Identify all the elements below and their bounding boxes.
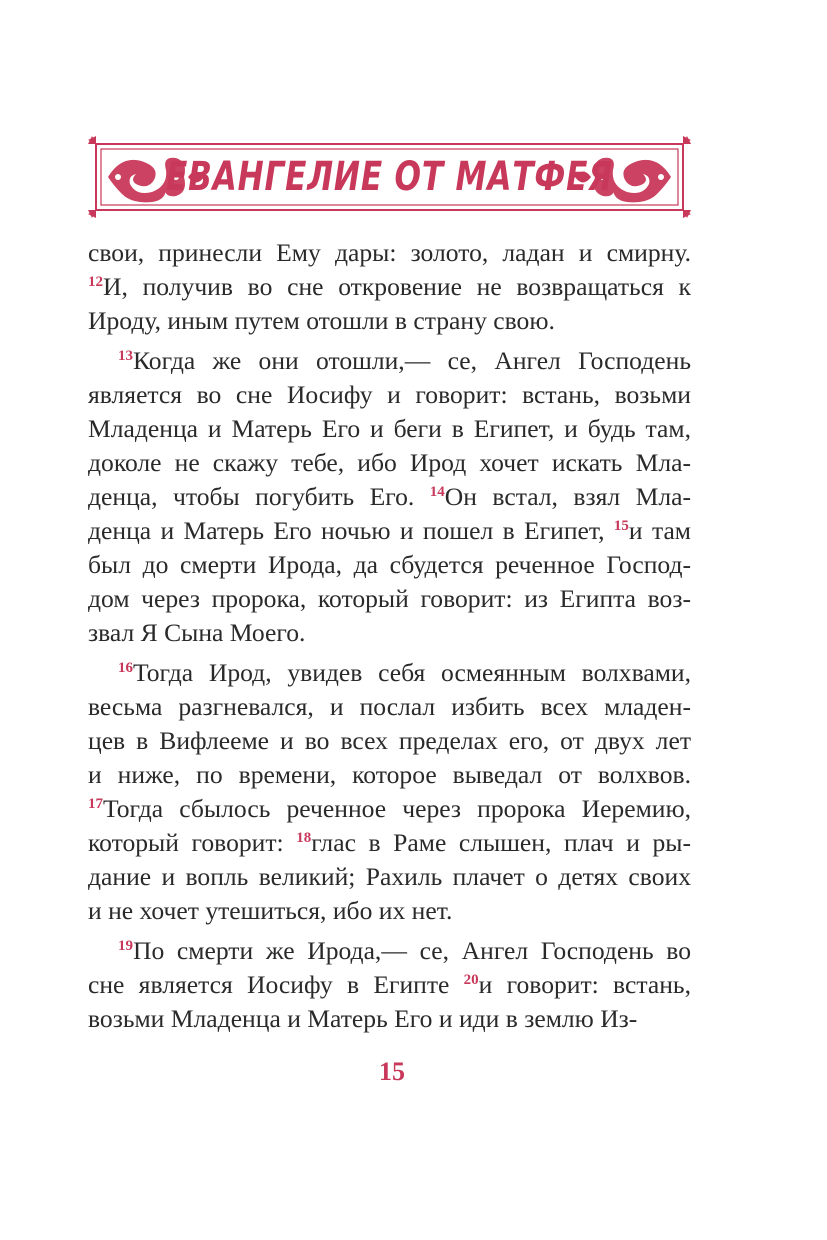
text-line — [88, 826, 691, 860]
text-segment: Он встал, взял Мла- — [444, 482, 692, 511]
text-line — [88, 412, 691, 446]
text-line — [88, 344, 691, 378]
text-line — [88, 758, 691, 792]
text-line — [88, 616, 691, 650]
text-line — [88, 1002, 691, 1036]
text-line — [88, 724, 691, 758]
verse-number: 15 — [613, 518, 629, 534]
text-segment: возьми Младенца и Матерь Его и иди в землю Из- — [88, 1004, 638, 1033]
text-segment: И, получив во сне откровение не возвращаться к — [103, 272, 691, 301]
text-segment: и там — [628, 516, 692, 545]
text-segment: дание и вопль великий; Рахиль плачет о детях своих — [88, 862, 691, 891]
scripture-text — [88, 236, 691, 1042]
verse-number: 18 — [296, 830, 312, 846]
text-line — [88, 446, 691, 480]
paragraph — [88, 344, 691, 650]
text-line — [88, 378, 691, 412]
text-segment: является во сне Иосифу и говорит: встань, возьми — [88, 380, 691, 409]
verse-number: 19 — [118, 938, 133, 954]
verse-number: 14 — [429, 484, 445, 500]
text-segment: Когда же они отошли,— се, Ангел Господень — [133, 346, 691, 375]
text-line — [88, 270, 691, 304]
text-line — [88, 236, 691, 270]
verse-number: 17 — [88, 796, 103, 812]
text-segment: свои, принесли Ему дары: золото, ладан и смирну. — [88, 238, 691, 267]
text-segment: Младенца и Матерь Его и беги в Египет, и будь там, — [88, 414, 691, 443]
text-segment: Тогда Ирод, увидев себя осмеянным волхвами, — [133, 658, 691, 687]
text-segment: доколе не скажу тебе, ибо Ирод хочет искать Мла- — [88, 448, 691, 477]
verse-number: 20 — [463, 972, 479, 988]
text-segment: Тогда сбылось реченное через пророка Иеремию, — [103, 794, 691, 823]
page-number: 15 — [379, 1057, 405, 1086]
text-line — [88, 894, 691, 928]
text-line — [88, 690, 691, 724]
chapter-title: ЕВАНГЕЛИЕ ОТ МАТФЕЯ — [166, 154, 613, 200]
text-segment: сне является Иосифу в Египте — [88, 970, 464, 999]
text-line — [88, 548, 691, 582]
text-line — [88, 968, 691, 1002]
paragraph — [88, 236, 691, 338]
text-segment: денца и Матерь Его ночью и пошел в Египет, — [88, 516, 614, 545]
text-segment: весьма разгневался, и послал избить всех младен- — [88, 692, 691, 721]
verse-number: 12 — [88, 274, 103, 290]
verse-number: 16 — [118, 660, 133, 676]
paragraph — [88, 934, 691, 1036]
text-segment: глас в Раме слышен, плач и ры- — [311, 828, 691, 857]
text-segment: который говорит: — [88, 828, 297, 857]
text-segment: дом через пророка, который говорит: из Египта воз- — [88, 584, 691, 613]
verse-number: 13 — [118, 348, 133, 364]
text-segment: цев в Вифлееме и во всех пределах его, от двух лет — [88, 726, 691, 755]
text-line — [88, 934, 691, 968]
text-line — [88, 792, 691, 826]
chapter-header-banner — [88, 136, 691, 218]
text-segment: и не хочет утешиться, ибо их нет. — [88, 896, 453, 925]
text-segment: звал Я Сына Моего. — [88, 618, 306, 647]
text-segment: и говорит: встань, — [478, 970, 691, 999]
paragraph — [88, 656, 691, 928]
text-segment: По смерти же Ирода,— се, Ангел Господень во — [133, 936, 691, 965]
text-line — [88, 304, 691, 338]
text-line — [88, 656, 691, 690]
text-line — [88, 582, 691, 616]
text-line — [88, 514, 691, 548]
text-segment: был до смерти Ирода, да сбудется реченное Господ- — [88, 550, 691, 579]
text-segment: денца, чтобы погубить Его. — [88, 482, 430, 511]
text-line — [88, 480, 691, 514]
text-line — [88, 860, 691, 894]
text-segment: и ниже, по времени, которое выведал от волхвов. — [88, 760, 691, 789]
text-segment: Ироду, иным путем отошли в страну свою. — [88, 306, 555, 335]
